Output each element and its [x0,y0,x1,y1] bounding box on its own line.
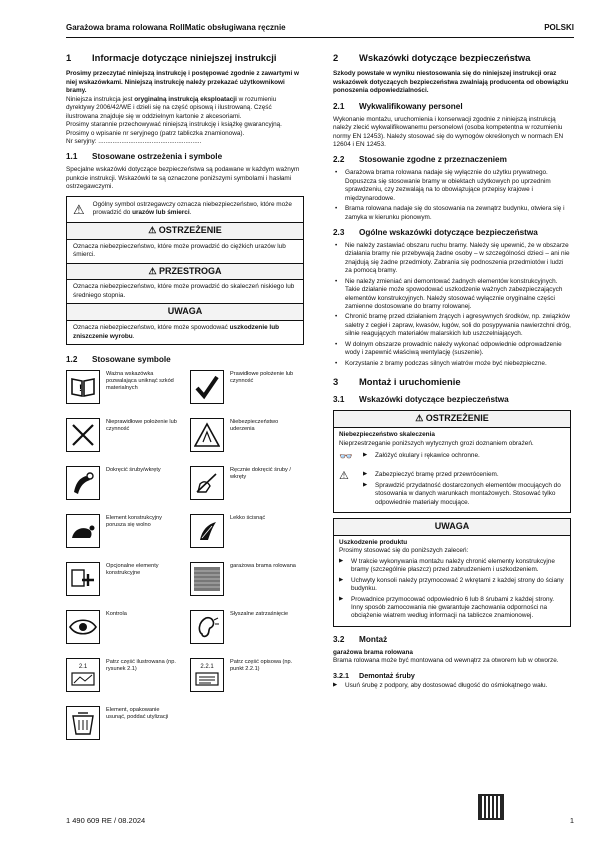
warning-triangle-icon: ⚠ [148,224,159,235]
text: . [189,209,192,217]
warning-triangle-icon: ⚠ [415,413,426,424]
installation-warning-box [333,410,571,513]
symbol-label: Nieprawidłowe położenie lub czynność [106,419,177,432]
tighten-icon [66,466,100,500]
notice-title: Uszkodzenie produktu [339,538,408,546]
section-number: 3.2.1 [333,670,349,680]
section-title: Stosowane ostrzeżenia i symbole [92,152,223,162]
list-item: ▶ Sprawdzić przydatność dostarczonych elementów mocujących do stosowania w danych warunkach montażowych. Stosować tylko odpowiednie materiały mocujące. [363,482,565,507]
symbol-entry [190,514,304,556]
symbol-label: Patrz część ilustrowana (np. rysunek 2.1) [106,659,176,672]
serial-number-field: Nr seryjny: .......................................................... [66,138,202,146]
text: . [132,332,135,340]
s1-paragraph-2 [66,96,304,121]
signal-text: PRZESTROGA [159,265,222,276]
left-column [66,52,304,748]
list-item: ▶ Prowadnice przymocować odpowiednio 6 lub 8 śrubami z każdej strony. Inny sposób zamocowania nie gwarantuje zachowania odporności na obciążenie wiatrem według informacji na tabliczce znamionowej. [339,596,565,621]
hazard-title: Niebezpieczeństwo skaleczenia [339,431,435,439]
text: Niniejsza instrukcja jest [66,95,135,103]
s1-paragraph-1: Prosimy przeczytać niniejszą instrukcję i postępować zgodnie z zawartymi w niej wskazówkami. Niniejszą instrukcję należy przekazać użytkownikowi bramy. [66,70,299,95]
section-2-1-heading [333,102,571,113]
symbol-label: Element, opakowanie usunąć, poddać utylizacji [106,707,169,720]
emphasis: oryginalną instrukcją eksploatacji [134,95,237,103]
text: w rozumieniu dyrektywy 2006/42/WE i dzieli się na część opisową i ilustrowaną. Część ilustrowana znajduje się w oddzielnym kartonie z akcesoriami. [66,95,277,120]
symbol-entry [66,658,180,700]
symbol-label: Prawidłowe położenie lub czynność [230,371,294,384]
check-icon [190,370,224,404]
section-3-2-1-heading [333,671,571,681]
document-code: 1 490 609 RE / 08.2024 [66,816,146,825]
s1-paragraph-3: Prosimy starannie przechowywać niniejszą instrukcję i książkę gwarancyjną. [66,121,282,129]
symbol-entry [190,370,304,412]
svg-text:!: ! [79,383,82,393]
list-item: ▶ Usuń śrubę z podpory, aby dostosować długość do ośmiokątnego wału. [333,682,571,690]
section-title: Stosowanie zgodne z przeznaczeniem [359,155,507,165]
section-title: Wykwalifikowany personel [359,101,463,111]
general-warning-intro [67,197,303,223]
text: Ogólny symbol ostrzegawczy oznacza niebezpieczeństwo, które może prowadzić do [92,200,292,217]
step-row [339,452,565,463]
text-ref-icon [190,658,224,692]
section-title: Montaż i uruchomienie [359,376,461,388]
symbol-label: Dokręcić śruby/wkręty [106,467,161,473]
section-number: 2.2 [333,155,345,165]
symbol-entry [190,418,304,460]
roller-door-icon [190,562,224,596]
symbol-label: Niebezpieczeństwo uderzenia [230,419,279,432]
fig-ref-icon [66,658,100,692]
hazard-text: Nieprzestrzeganie poniższych wytycznych grozi doznaniem obrażeń. [339,439,534,447]
ear-icon [190,610,224,644]
goggles-gloves-icon: 👓 [339,451,353,464]
page-number: 1 [569,816,574,825]
qr-code [478,794,504,820]
figure-ref-text: 2.1 [78,664,88,671]
symbol-entry [66,466,180,508]
list-item: ▶ Załóżyć okulary i rękawice ochronne. [363,452,480,460]
section-number: 1.2 [66,355,78,365]
section-number: 2.1 [333,101,345,111]
symbol-entry [190,610,304,652]
symbol-entry [190,466,304,508]
cross-icon [66,418,100,452]
symbol-entry [66,562,180,604]
eye-icon [66,610,100,644]
recycle-icon [66,706,100,740]
symbol-entry [190,562,304,604]
section-title: Informacje dotyczące niniejszej instrukcji [92,52,277,63]
symbol-label: Opcjonalne elementy konstrukcyjne [106,563,159,576]
s11-paragraph: Specjalne wskazówki dotyczące bezpieczeństwa są podawane w każdym ważnym punkcie instrukcji. Wskazówki te są oznaczone poniższymi symbolami i hasłami ostrzegawczymi. [66,166,300,191]
book-icon [66,370,100,404]
symbol-entry [66,418,180,460]
section-1-2-heading [66,355,304,366]
signal-word-warning [67,223,303,240]
list-item: • Garażowa brama rolowana nadaje się wyłącznie do użytku prywatnego. Dopuszcza się stosowanie bramy w obiektach użytkowych po uprzednim sprawdzeniu, czy zezwalają na to obowiązujące przepisy krajowe i międzynarodowe. [333,169,571,203]
symbol-label: Kontrola [106,611,127,617]
notice-description [67,321,303,344]
symbol-entry [190,658,304,700]
signal-text: OSTRZEŻENIE [158,224,222,235]
slow-icon [66,514,100,548]
list-item: • Nie należy zmieniać ani demontować żadnych elementów konstrukcyjnych. Takie działanie może spowodować uszkodzenie ważnych zabezpieczających elementów konstrukcyjnych. Należy stosować wyłącznie oryginalne części zamienne dostosowane do bramy rolowanej. [333,278,571,312]
symbol-label: garażowa brama rolowana [230,563,296,569]
s23-list [333,242,571,368]
list-item: • Korzystanie z bramy podczas silnych wiatrów może być niebezpieczne. [333,360,571,368]
impact-icon [190,418,224,452]
s21-paragraph: Wykonanie montażu, uruchomienia i konserwacji zgodnie z niniejszą instrukcją należy zlecić wykwalifikowanemu personelowi (osoba kompetentna w rozumieniu normy EN 12453). Należy stosować się do wymogów określonych w normach EN 12604 i EN 12453. [333,115,564,148]
symbol-label: Ręcznie dokręcić śruby / wkręty [230,467,291,480]
list-item: • Brama rolowana nadaje się do stosowania na zewnątrz budynku, otwiera się i zamyka w kierunku pionowym. [333,205,571,222]
signal-text: OSTRZEŻENIE [425,413,489,424]
symbol-entry [66,370,180,412]
section-1-1-heading [66,152,304,163]
list-item: • Nie należy zastawiać obszaru ruchu bramy. Należy się upewnić, że w obszarze działania bramy nie przebywają żadne osoby – w szczególności dzieci – ani nie znajdują się żadne przedmioty. Zabrania się podnoszenia przedmiotów i ludzi za pomocą bramy. [333,242,571,276]
warning-triangle-icon: ⚠ [339,470,349,483]
step-list [363,471,565,509]
warning-description: Oznacza niebezpieczeństwo, które może prowadzić do ciężkich urazów lub śmierci. [67,240,303,264]
warning-triangle-icon: ⚠ [73,201,85,217]
notice-list [339,558,565,621]
section-3-heading [333,376,571,388]
list-item: • W dolnym obszarze prowadnic należy wykonać odpowiednie odprowadzenie wody i zapewnić właściwą wentylację (suszenie). [333,341,571,358]
optional-icon [66,562,100,596]
signal-word-notice: UWAGA [67,304,303,321]
section-number: 1.1 [66,152,78,162]
s22-list [333,169,571,222]
symbol-entry [66,514,180,556]
section-2-heading [333,52,571,64]
list-item: ▶ W trakcie wykonywania montażu należy chronić elementy konstrukcyjne bramy (szczególnie płaszcz) przed zabrudzeniem i uszkodzeniem. [339,558,565,575]
section-number: 1 [66,52,72,63]
s32-subtitle: garażowa brama rolowana [333,648,413,656]
warning-legend-box [66,196,304,346]
section-number: 3 [333,376,339,388]
symbol-label: Lekko ścisnąć [230,515,266,521]
signal-word-caution [67,264,303,281]
text-ref-text: 2.2.1 [200,664,214,671]
product-damage-notice-box [333,518,571,627]
list-item: • Chronić bramę przed działaniem żrących i agresywnych środków, np. związków saletry z cegieł i zapraw, kwasów, ługów, soli do posypywania nawierzchni dróg, silnie reagujących materiałów malarskich lub uszczelniających. [333,313,571,338]
list-item: ▶ Uchwyty konsoli należy przymocować 2 wkrętami z każdej strony do ściany budynku. [339,577,565,594]
section-title: Ogólne wskazówki dotyczące bezpieczeństwa [359,227,538,237]
symbol-label: Ważna wskazówka pozwalająca uniknąć szkód materialnych [106,371,174,391]
document-title: Garażowa brama rolowana RollMatic obsługiwana ręcznie [66,23,286,32]
section-title: Stosowane symbole [92,355,171,365]
text: Oznacza niebezpieczeństwo, które może spowodować [73,324,230,332]
step-row [339,471,565,509]
notice-intro: Prosimy stosować się do poniższych zaleceń: [339,547,469,555]
signal-word-notice: UWAGA [334,519,570,536]
section-3-1-heading [333,395,571,406]
page-header [66,22,574,38]
s2-paragraph: Szkody powstałe w wyniku niestosowania się do niniejszej instrukcji oraz wskazówek dotyczących bezpieczeństwa zwalniają producenta od obowiązku ponoszenia odpowiedzialności. [333,70,569,95]
symbol-label: Patrz część opisowa (np. punkt 2.2.1) [230,659,293,672]
section-3-2-heading [333,635,571,646]
section-number: 2 [333,52,339,63]
notice-content [334,536,570,626]
emphasis: urazów lub śmierci [132,209,190,217]
caution-description: Oznacza niebezpieczeństwo, które może prowadzić do skaleczeń niskiego lub średniego stopnia. [67,280,303,304]
s321-list [333,682,571,690]
list-item: ▶ Zabezpieczyć bramę przed przewróceniem. [363,471,565,479]
hand-tighten-icon [190,466,224,500]
intro-text [93,201,297,218]
section-number: 3.2 [333,634,345,644]
section-number: 2.3 [333,227,345,237]
symbol-entry [66,610,180,652]
section-1-heading [66,52,304,64]
symbol-label: Słyszalne zatrzaśnięcie [230,611,289,617]
section-title: Wskazówki dotyczące bezpieczeństwa [359,394,509,404]
step-list [363,452,480,462]
right-column [333,52,571,693]
s1-paragraph-4: Prosimy o wpisanie nr seryjnego (patrz tabliczka znamionowa). [66,129,245,137]
symbol-entry [66,706,180,748]
section-title: Montaż [359,634,388,644]
symbol-label: Element konstrukcyjny porusza się wolno [106,515,162,528]
squeeze-icon [190,514,224,548]
section-title: Demontaż śruby [359,670,415,680]
warning-content [334,428,570,512]
symbol-grid [66,370,304,748]
section-number: 3.1 [333,394,345,404]
warning-triangle-icon: ⚠ [148,265,160,276]
emphasis: uszkodzenie lub zniszczenie wyrobu [73,324,280,340]
s32-paragraph: Brama rolowana może być montowana od wewnątrz za otworem lub w otworze. [333,657,559,665]
section-2-3-heading [333,228,571,239]
language-label: POLSKI [544,23,574,32]
signal-word-warning [334,411,570,428]
section-2-2-heading [333,155,571,166]
section-title: Wskazówki dotyczące bezpieczeństwa [359,52,531,63]
